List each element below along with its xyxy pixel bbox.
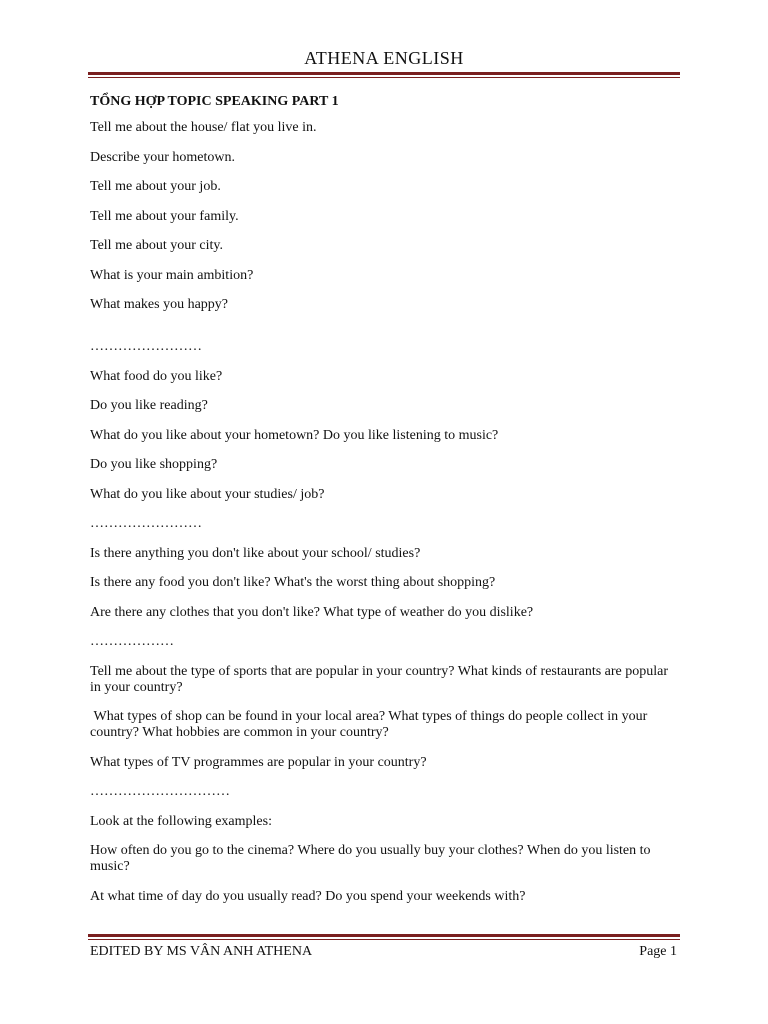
text-line: Tell me about your family. — [90, 208, 239, 224]
text-line: What food do you like? — [90, 368, 223, 384]
separator-dots: …………………… — [90, 339, 202, 354]
document-heading: TỔNG HỢP TOPIC SPEAKING PART 1 — [90, 94, 339, 109]
text-line: Is there any food you don't like? What's the worst thing about shopping? — [90, 575, 496, 590]
text-line: What do you like about your studies/ job? — [90, 486, 325, 502]
text-line: Are there any clothes that you don't like? What type of weather do you dislike? — [90, 604, 534, 620]
text-line: Do you like shopping? — [90, 457, 218, 472]
footer-editor: EDITED BY MS VÂN ANH ATHENA — [90, 944, 313, 959]
footer-rule — [88, 934, 680, 940]
footer-rule-thin — [88, 939, 680, 940]
text-line: Look at the following examples: — [90, 813, 272, 829]
footer-page-number: Page 1 — [639, 944, 677, 959]
text-line: Tell me about your city. — [90, 238, 224, 253]
document-body — [90, 92, 680, 918]
text-paragraph: What types of shop can be found in your local area? What types of things do people collect in your country? What hobbies are common in your country? — [90, 709, 651, 740]
header-rule — [88, 72, 680, 78]
footer-rule-thick — [88, 934, 680, 937]
text-paragraph: How often do you go to the cinema? Where do you usually buy your clothes? When do you listen to music? — [90, 843, 651, 874]
text-line: Is there anything you don't like about your school/ studies? — [90, 545, 421, 561]
text-line: At what time of day do you usually read? Do you spend your weekends with? — [90, 888, 526, 904]
text-line: Tell me about your job. — [90, 179, 221, 194]
separator-dots: ………………………… — [90, 784, 230, 799]
text-line: Tell me about the house/ flat you live in. — [90, 120, 317, 135]
text-line: What makes you happy? — [90, 297, 229, 312]
text-line: What is your main ambition? — [90, 267, 254, 283]
text-line: Do you like reading? — [90, 398, 208, 413]
header-rule-thin — [88, 77, 680, 78]
text-line: Describe your hometown. — [90, 149, 236, 165]
text-line: What do you like about your hometown? Do you like listening to music? — [90, 427, 499, 443]
text-paragraph: Tell me about the type of sports that are popular in your country? What kinds of restaurants are popular in your country? — [90, 663, 669, 695]
page-header-title: ATHENA ENGLISH — [304, 48, 464, 68]
separator-dots: …………………… — [90, 516, 202, 531]
text-line: What types of TV programmes are popular in your country? — [90, 754, 427, 770]
separator-dots: ……………… — [90, 634, 174, 649]
header-rule-thick — [88, 72, 680, 75]
